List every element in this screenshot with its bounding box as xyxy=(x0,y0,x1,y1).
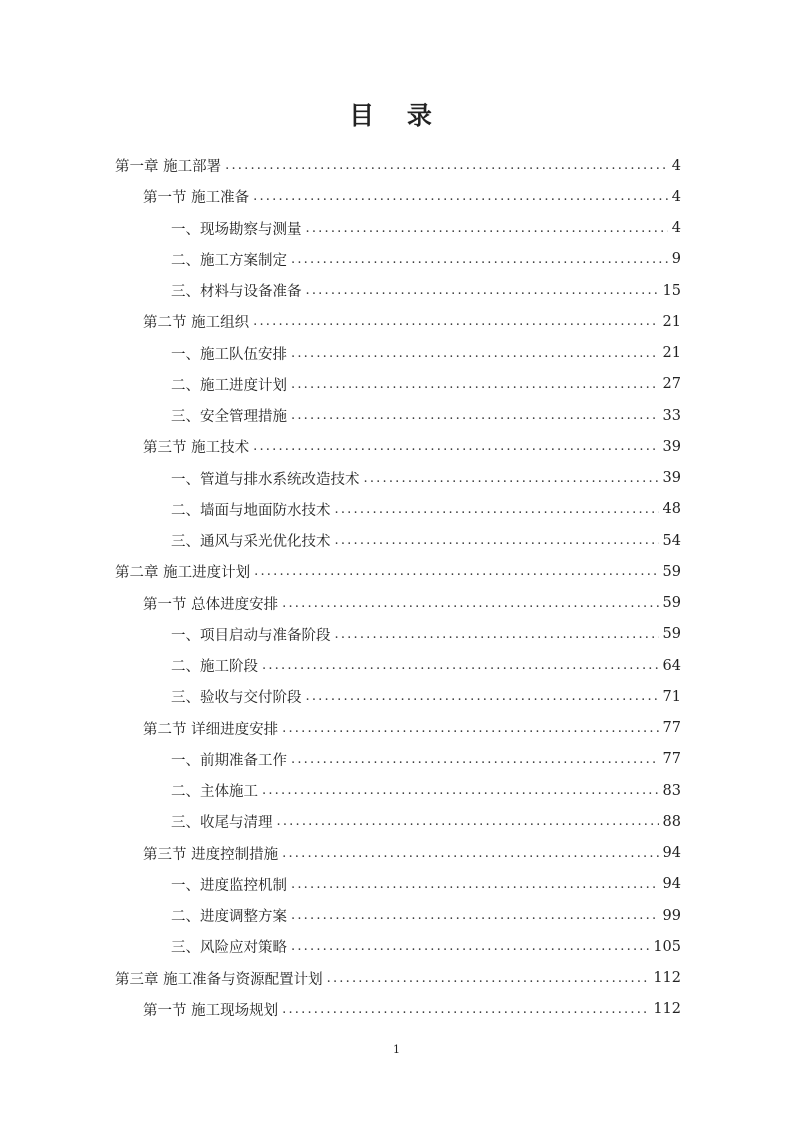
toc-entry-label: 二、施工进度计划 xyxy=(171,377,287,394)
toc-entry-label: 第二章 施工进度计划 xyxy=(115,565,251,582)
toc-entry-page: 4 xyxy=(671,188,681,205)
toc-entry-page: 4 xyxy=(671,157,681,174)
toc-entry-page: 77 xyxy=(662,720,681,736)
toc-entry[interactable] xyxy=(115,963,681,994)
toc-leader-dots xyxy=(291,939,649,954)
toc-entry-label: 三、验收与交付阶段 xyxy=(171,690,302,707)
toc-entry-page: 21 xyxy=(662,313,681,330)
toc-entry[interactable] xyxy=(143,588,681,619)
toc-entry[interactable] xyxy=(171,275,681,306)
toc-entry-page: 33 xyxy=(662,407,681,424)
toc-entry-label: 第一节 施工准备 xyxy=(143,190,250,207)
toc-entry-label: 第三节 施工技术 xyxy=(143,440,250,457)
toc-entry-page: 77 xyxy=(662,751,681,768)
toc-leader-dots xyxy=(364,471,659,486)
toc-entry-label: 三、收尾与清理 xyxy=(171,815,273,832)
toc-entry-label: 二、施工阶段 xyxy=(171,659,258,675)
toc-leader-dots xyxy=(282,596,658,611)
toc-entry-label: 一、项目启动与准备阶段 xyxy=(171,627,331,644)
toc-entry[interactable] xyxy=(171,931,681,962)
toc-entry-label: 第一章 施工部署 xyxy=(115,159,222,175)
toc-entry-label: 第三章 施工准备与资源配置计划 xyxy=(115,971,323,988)
toc-entry-label: 二、主体施工 xyxy=(171,784,258,800)
toc-entry-page: 112 xyxy=(653,1001,681,1018)
toc-leader-dots xyxy=(327,971,650,986)
toc-leader-dots xyxy=(277,814,659,829)
toc-leader-dots xyxy=(291,752,659,767)
toc-entry-page: 99 xyxy=(662,907,681,924)
toc-entry[interactable] xyxy=(171,744,681,775)
toc-entry[interactable] xyxy=(171,869,681,900)
toc-entry[interactable] xyxy=(171,494,681,525)
toc-entry-page: 94 xyxy=(662,876,681,893)
toc-leader-dots xyxy=(291,408,659,423)
toc-entry-page: 9 xyxy=(671,251,681,268)
toc-leader-dots xyxy=(335,502,659,517)
toc-entry-label: 第一节 施工现场规划 xyxy=(143,1002,279,1019)
toc-entry-page: 64 xyxy=(662,657,681,674)
toc-entry-page: 83 xyxy=(662,782,681,799)
toc-leader-dots xyxy=(291,877,659,892)
toc-entry-page: 59 xyxy=(662,595,681,611)
toc-entry[interactable] xyxy=(171,681,681,712)
toc-entry-label: 一、现场勘察与测量 xyxy=(171,221,302,238)
page-number: 1 xyxy=(393,1043,400,1056)
toc-entry-label: 第二节 施工组织 xyxy=(143,315,250,332)
toc-entry[interactable] xyxy=(171,619,681,650)
toc-entry-label: 第一节 总体进度安排 xyxy=(143,596,279,613)
toc-entry-label: 一、管道与排水系统改造技术 xyxy=(171,471,360,488)
toc-entry-page: 39 xyxy=(662,470,681,486)
toc-leader-dots xyxy=(291,377,659,392)
toc-entry[interactable] xyxy=(143,713,681,744)
toc-leader-dots xyxy=(262,783,659,798)
toc-entry-label: 一、进度监控机制 xyxy=(171,877,287,894)
toc-entry-page: 59 xyxy=(662,626,681,643)
toc-entry-label: 一、施工队伍安排 xyxy=(171,346,287,363)
toc-entry-page: 54 xyxy=(662,532,681,549)
toc-entry[interactable] xyxy=(171,775,681,806)
toc-entry[interactable] xyxy=(143,306,681,337)
toc-leader-dots xyxy=(291,346,659,361)
toc-leader-dots xyxy=(306,283,659,298)
toc-entry-label: 三、材料与设备准备 xyxy=(171,284,302,300)
page-title: 目 录 xyxy=(349,101,444,130)
toc-leader-dots xyxy=(282,721,658,736)
toc-entry[interactable] xyxy=(143,431,681,462)
toc-entry[interactable] xyxy=(143,994,681,1025)
toc-leader-dots xyxy=(253,189,668,204)
toc-entry-page: 59 xyxy=(662,563,681,580)
toc-leader-dots xyxy=(291,908,659,923)
toc-entry-label: 第二节 详细进度安排 xyxy=(143,721,279,738)
toc-entry-page: 4 xyxy=(671,220,681,236)
toc-entry[interactable] xyxy=(115,150,681,181)
toc-leader-dots xyxy=(282,846,658,861)
toc-entry[interactable] xyxy=(171,650,681,681)
toc-entry-label: 一、前期准备工作 xyxy=(171,752,287,769)
toc-entry[interactable] xyxy=(171,213,681,244)
toc-entry[interactable] xyxy=(115,556,681,587)
toc-entry-page: 39 xyxy=(662,438,681,455)
toc-leader-dots xyxy=(225,158,668,173)
toc-entry-page: 15 xyxy=(662,282,681,299)
toc-leader-dots xyxy=(306,221,668,236)
toc-leader-dots xyxy=(253,439,658,454)
toc-entry[interactable] xyxy=(171,338,681,369)
toc-entry[interactable] xyxy=(171,244,681,275)
toc-entry[interactable] xyxy=(171,806,681,837)
toc-entry[interactable] xyxy=(171,900,681,931)
toc-entry-page: 71 xyxy=(662,688,681,705)
toc-leader-dots xyxy=(282,1002,649,1017)
toc-entry-label: 三、风险应对策略 xyxy=(171,940,287,957)
toc-entry-label: 三、安全管理措施 xyxy=(171,409,287,425)
toc-leader-dots xyxy=(253,314,658,329)
toc-entry-page: 21 xyxy=(662,345,681,361)
toc-entry[interactable] xyxy=(171,400,681,431)
toc-entry-label: 第三节 进度控制措施 xyxy=(143,846,279,863)
toc-entry[interactable] xyxy=(143,181,681,212)
toc-entry-label: 三、通风与采光优化技术 xyxy=(171,534,331,550)
toc-entry-label: 二、施工方案制定 xyxy=(171,252,287,269)
toc-entry[interactable] xyxy=(171,463,681,494)
toc-leader-dots xyxy=(254,564,658,579)
toc-leader-dots xyxy=(262,658,659,673)
toc-entry[interactable] xyxy=(171,369,681,400)
toc-entry-page: 112 xyxy=(653,970,681,986)
toc-leader-dots xyxy=(306,689,659,704)
toc-leader-dots xyxy=(335,533,659,548)
toc-entry-label: 二、墙面与地面防水技术 xyxy=(171,502,331,519)
toc-entry-label: 二、进度调整方案 xyxy=(171,909,287,925)
toc-entry[interactable] xyxy=(171,525,681,556)
toc-entry-page: 105 xyxy=(653,938,681,955)
toc-entry-page: 48 xyxy=(662,501,681,518)
toc-entry-page: 27 xyxy=(662,376,681,393)
toc-entry-page: 94 xyxy=(662,845,681,861)
toc-leader-dots xyxy=(291,252,668,267)
toc-entry[interactable] xyxy=(143,838,681,869)
toc-leader-dots xyxy=(335,627,659,642)
toc-entry-page: 88 xyxy=(662,813,681,830)
